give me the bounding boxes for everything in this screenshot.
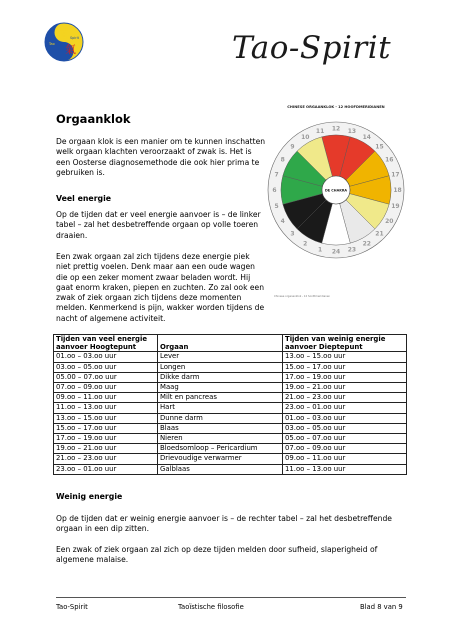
- organ-clock-credit: Chinese organenklok - 12 hoofdmeridianen: [274, 295, 331, 298]
- table-row: [54, 383, 407, 393]
- cell-organ: Blaas: [158, 423, 283, 433]
- weinig-malaise-paragraph: Een zwak of ziek orgaan zal zich op deze tijden melden door sufheid, slaperigheid of algemene malaise.: [56, 545, 378, 565]
- logo-char-qi: 氣: [65, 43, 76, 56]
- table-row: [54, 403, 407, 413]
- cell-low-time: 07.oo – 09.oo uur: [283, 444, 407, 454]
- footer-center: Taoïstische filosofie: [178, 603, 244, 611]
- cell-peak-time: 01.oo – 03.oo uur: [54, 352, 158, 362]
- cell-peak-time: 03.oo – 05.oo uur: [54, 362, 158, 372]
- veel-energie-paragraph: Op de tijden dat er veel energie aanvoer is – de linker tabel – zal het desbetreffende orgaan op volle toeren draaien.: [56, 210, 261, 240]
- logo-word-spirit: Spirit: [70, 36, 79, 40]
- organ-clock-hour-number: 22: [362, 240, 371, 248]
- organ-clock-hour-number: 2: [303, 240, 308, 248]
- cell-organ: Nieren: [158, 434, 283, 444]
- organ-clock-hour-number: 4: [280, 217, 285, 225]
- organ-clock-hour-number: 8: [280, 156, 285, 164]
- cell-low-time: 17.oo – 19.oo uur: [283, 372, 407, 382]
- header-hoogtepunt: Tijden van veel energie aanvoer Hoogtepunt: [54, 335, 158, 352]
- organ-clock-hour-number: 1: [317, 246, 323, 254]
- cell-organ: Galblaas: [158, 464, 283, 474]
- organ-clock-hour-number: 5: [274, 203, 279, 211]
- organ-clock-hour-number: 21: [375, 230, 384, 238]
- organ-clock-hour-number: 16: [385, 156, 394, 164]
- table-header-row: [54, 335, 407, 352]
- header-orgaan: Orgaan: [158, 335, 283, 352]
- cell-low-time: 09.oo – 11.oo uur: [283, 454, 407, 464]
- organ-clock-hour-number: 9: [290, 143, 295, 151]
- zwak-orgaan-paragraph: Een zwak orgaan zal zich tijdens deze energie piek niet prettig voelen. Denk maar aan een oude wagen die op een zeker moment zwaar beladen wordt. Hij gaat enorm kraken, piepen en zuchten. Zo zal ook een zwak of ziek orgaan zich tijdens deze momenten melden. Kenmerkend is pijn, wakker worden tijdens de nacht of algemene activiteit.: [56, 252, 265, 323]
- table-row: [54, 352, 407, 362]
- organ-clock-hour-number: 10: [301, 133, 310, 141]
- yin-yang-logo-icon: [44, 22, 84, 62]
- cell-low-time: 11.oo – 13.oo uur: [283, 464, 407, 474]
- organ-clock-hour-number: 18: [393, 187, 402, 195]
- table-row: [54, 362, 407, 372]
- cell-peak-time: 17.oo – 19.oo uur: [54, 434, 158, 444]
- cell-low-time: 01.oo – 03.oo uur: [283, 413, 407, 423]
- header-dieptepunt: Tijden van weinig energie aanvoer Dieptepunt: [283, 335, 407, 352]
- cell-low-time: 03.oo – 05.oo uur: [283, 423, 407, 433]
- cell-peak-time: 13.oo – 15.oo uur: [54, 413, 158, 423]
- cell-low-time: 05.oo – 07.oo uur: [283, 434, 407, 444]
- cell-organ: Lever: [158, 352, 283, 362]
- organ-clock-hour-number: 13: [347, 127, 357, 135]
- cell-organ: Dunne darm: [158, 413, 283, 423]
- cell-low-time: 13.oo – 15.oo uur: [283, 352, 407, 362]
- cell-peak-time: 11.oo – 13.oo uur: [54, 403, 158, 413]
- table-row: [54, 434, 407, 444]
- table-row: [54, 454, 407, 464]
- cell-low-time: 23.oo – 01.oo uur: [283, 403, 407, 413]
- cell-low-time: 21.oo – 23.oo uur: [283, 393, 407, 403]
- organ-clock-figure: [266, 102, 406, 277]
- weinig-energie-heading: Weinig energie: [56, 492, 123, 501]
- table-row: [54, 413, 407, 423]
- organ-clock-hour-number: 19: [391, 203, 400, 211]
- weinig-energie-paragraph: Op de tijden dat er weinig energie aanvoer is – de rechter tabel – zal het desbetreffende orgaan in een dip zitten.: [56, 514, 392, 534]
- logo-word-tao: Tao: [49, 42, 55, 46]
- table-row: [54, 372, 407, 382]
- table-row: [54, 423, 407, 433]
- cell-peak-time: 23.oo – 01.oo uur: [54, 464, 158, 474]
- organ-clock-hour-number: 3: [290, 230, 295, 238]
- organ-clock-hour-number: 6: [272, 187, 277, 195]
- cell-peak-time: 21.oo – 23.oo uur: [54, 454, 158, 464]
- organ-clock-hour-number: 24: [331, 248, 341, 256]
- footer-page-number: Blad 8 van 9: [360, 603, 403, 611]
- cell-peak-time: 15.oo – 17.oo uur: [54, 423, 158, 433]
- organ-clock-title: CHINESE ORGAANKLOK - 12 HOOFDMERIDIANEN: [287, 105, 385, 109]
- cell-organ: Bloedsomloop – Pericardium: [158, 444, 283, 454]
- organ-clock-hour-number: 12: [331, 125, 341, 133]
- cell-organ: Longen: [158, 362, 283, 372]
- cell-peak-time: 05.00 – 07.oo uur: [54, 372, 158, 382]
- organ-clock-hour-number: 23: [347, 246, 357, 254]
- cell-organ: Maag: [158, 383, 283, 393]
- cell-organ: Milt en pancreas: [158, 393, 283, 403]
- brand-title: Tao-Spirit: [232, 30, 392, 66]
- organ-clock-hour-number: 7: [274, 171, 279, 179]
- cell-organ: Dikke darm: [158, 372, 283, 382]
- cell-peak-time: 07.oo – 09.oo uur: [54, 383, 158, 393]
- organ-clock-hour-number: 15: [375, 143, 384, 151]
- cell-low-time: 15.oo – 17.oo uur: [283, 362, 407, 372]
- page-title: Orgaanklok: [56, 112, 131, 126]
- veel-energie-heading: Veel energie: [56, 194, 112, 203]
- cell-organ: Drievoudige verwarmer: [158, 454, 283, 464]
- cell-organ: Hart: [158, 403, 283, 413]
- footer-divider: [56, 597, 406, 598]
- organ-clock-center-label: DE CHAKRA: [324, 188, 348, 193]
- organ-clock-hour-number: 17: [391, 171, 400, 179]
- table-row: [54, 393, 407, 403]
- organ-clock-hour-number: 20: [385, 217, 394, 225]
- cell-peak-time: 09.oo – 11.oo uur: [54, 393, 158, 403]
- logo-char-tao: 道: [57, 28, 68, 41]
- intro-paragraph: De orgaan klok is een manier om te kunnen inschatten welk orgaan klachten veroorzaakt of zwak is. Het is een Oosterse diagnosemethode die ook hier prima te gebruiken is.: [56, 137, 266, 177]
- footer-left: Tao-Spirit: [56, 603, 88, 611]
- table-row: [54, 444, 407, 454]
- organ-clock-hour-number: 11: [315, 127, 325, 135]
- cell-peak-time: 19.oo – 21.oo uur: [54, 444, 158, 454]
- organ-clock-table: [53, 334, 407, 475]
- table-row: [54, 464, 407, 474]
- organ-clock-hour-number: 14: [362, 133, 371, 141]
- cell-low-time: 19.oo – 21.oo uur: [283, 383, 407, 393]
